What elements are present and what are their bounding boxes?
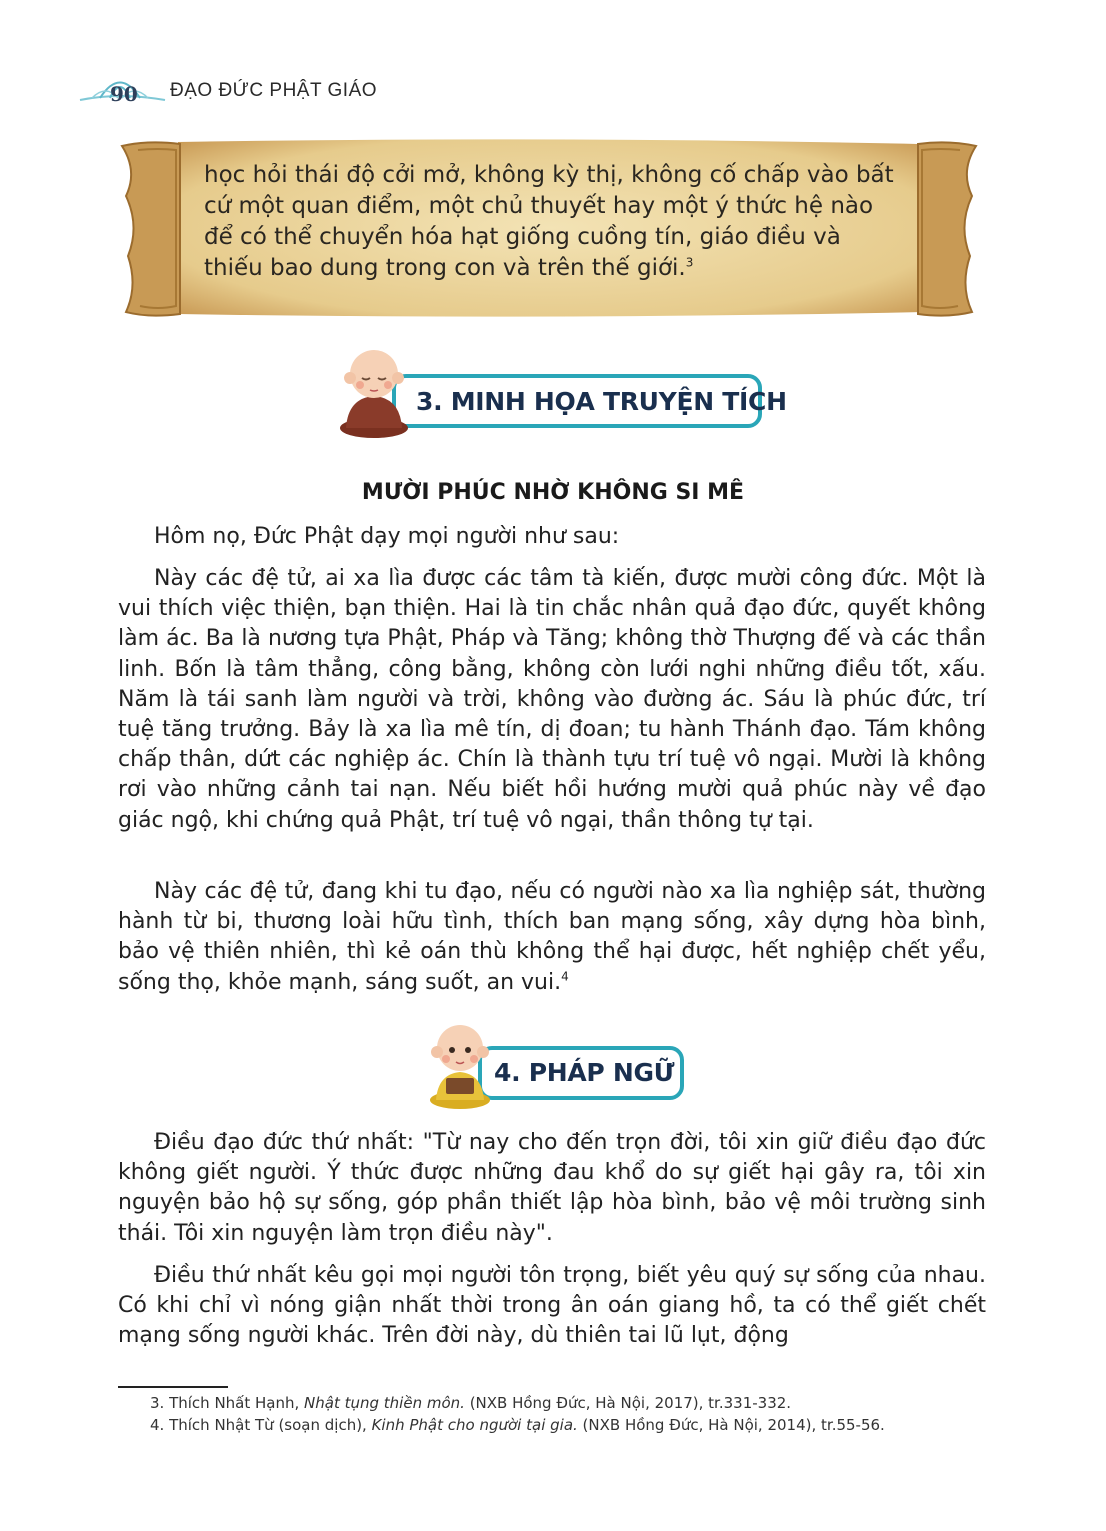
section-4-title: 4. PHÁP NGỮ xyxy=(494,1058,675,1087)
scroll-quote-body: học hỏi thái độ cởi mở, không kỳ thị, không cố chấp vào bất cứ một quan điểm, một chủ thuyết hay một ý thức hệ nào để có thể chuyển hóa hạt giống cuồng tín, giáo điều và thiếu bao dung trong con và trên thế giới. xyxy=(204,162,894,281)
footnote-3-title: Nhật tụng thiền môn. xyxy=(304,1394,465,1412)
section-heading-3 xyxy=(336,340,787,446)
footnote-3 xyxy=(150,1394,1010,1412)
story-paragraph-3 xyxy=(118,877,986,998)
section-heading-4 xyxy=(424,1016,686,1112)
page-header xyxy=(70,62,410,112)
footnote-ref-4: 4 xyxy=(561,969,569,984)
story-title: MƯỜI PHÚC NHỜ KHÔNG SI MÊ xyxy=(361,480,745,505)
footnote-3-prefix: 3. Thích Nhất Hạnh, xyxy=(150,1394,305,1412)
quote-scroll xyxy=(118,136,980,320)
phap-ngu-paragraph-1: Điều đạo đức thứ nhất: "Từ nay cho đến trọn đời, tôi xin giữ điều đạo đức không giết người. Ý thức được những đau khổ do sự giết hại gây ra, tôi xin nguyện bảo hộ sự sống, góp phần thiết lập hòa bình, bảo vệ môi trường sinh thái. Tôi xin nguyện làm trọn điều này". xyxy=(118,1130,986,1246)
footnote-ref-3: 3 xyxy=(685,255,694,270)
footnote-4 xyxy=(150,1416,1010,1434)
footnote-4-prefix: 4. Thích Nhật Từ (soạn dịch), xyxy=(150,1416,372,1434)
book-title: ĐẠO ĐỨC PHẬT GIÁO xyxy=(170,80,378,101)
page-number: 90 xyxy=(110,82,138,106)
footnote-divider xyxy=(118,1386,228,1388)
footnote-3-suffix: (NXB Hồng Đức, Hà Nội, 2017), tr.331-332. xyxy=(464,1394,792,1412)
story-paragraph-1: Hôm nọ, Đức Phật dạy mọi người như sau: xyxy=(154,524,620,549)
story-paragraph-2: Này các đệ tử, ai xa lìa được các tâm tà kiến, được mười công đức. Một là vui thích việc thiện, bạn thiện. Hai là tin chắc nhân quả đạo đức, quyết không làm ác. Ba là nương tựa Phật, Pháp và Tăng; không thờ Thượng đế và các thần linh. Bốn là tâm thẳng, công bằng, không còn lưới nghi những điều tốt, xấu. Năm là tái sanh làm người và trời, không vào đường ác. Sáu là phúc đức, trí tuệ tăng trưởng. Bảy là xa lìa mê tín, dị đoan; tu hành Thánh đạo. Tám không chấp thân, dứt các nghiệp ác. Chín là thành tựu trí tuệ vô ngại. Mười là không rơi vào những cảnh tai nạn. Nếu biết hồi hướng mười quả phúc này về đạo giác ngộ, khi chứng quả Phật, trí tuệ vô ngại, thần thông tự tại. xyxy=(118,566,986,833)
footnote-4-suffix: (NXB Hồng Đức, Hà Nội, 2014), tr.55-56. xyxy=(577,1416,885,1434)
story-paragraph-3-text: Này các đệ tử, đang khi tu đạo, nếu có người nào xa lìa nghiệp sát, thường hành từ bi, thương loài hữu tình, thích ban mạng sống, xây dựng hòa bình, bảo vệ thiên nhiên, thì kẻ oán thù không thể hại được, hết nghiệp chết yểu, sống thọ, khỏe mạnh, sáng suốt, an vui. xyxy=(118,879,986,995)
section-3-title: 3. MINH HỌA TRUYỆN TÍCH xyxy=(416,387,787,416)
scroll-quote-text xyxy=(204,160,894,284)
footnote-4-title: Kinh Phật cho người tại gia. xyxy=(371,1416,578,1434)
phap-ngu-paragraph-2: Điều thứ nhất kêu gọi mọi người tôn trọng, biết yêu quý sự sống của nhau. Có khi chỉ vì nóng giận nhất thời trong ân oán giang hồ, ta có thể giết chết mạng sống người khác. Trên đời này, dù thiên tai lũ lụt, động xyxy=(118,1263,986,1349)
